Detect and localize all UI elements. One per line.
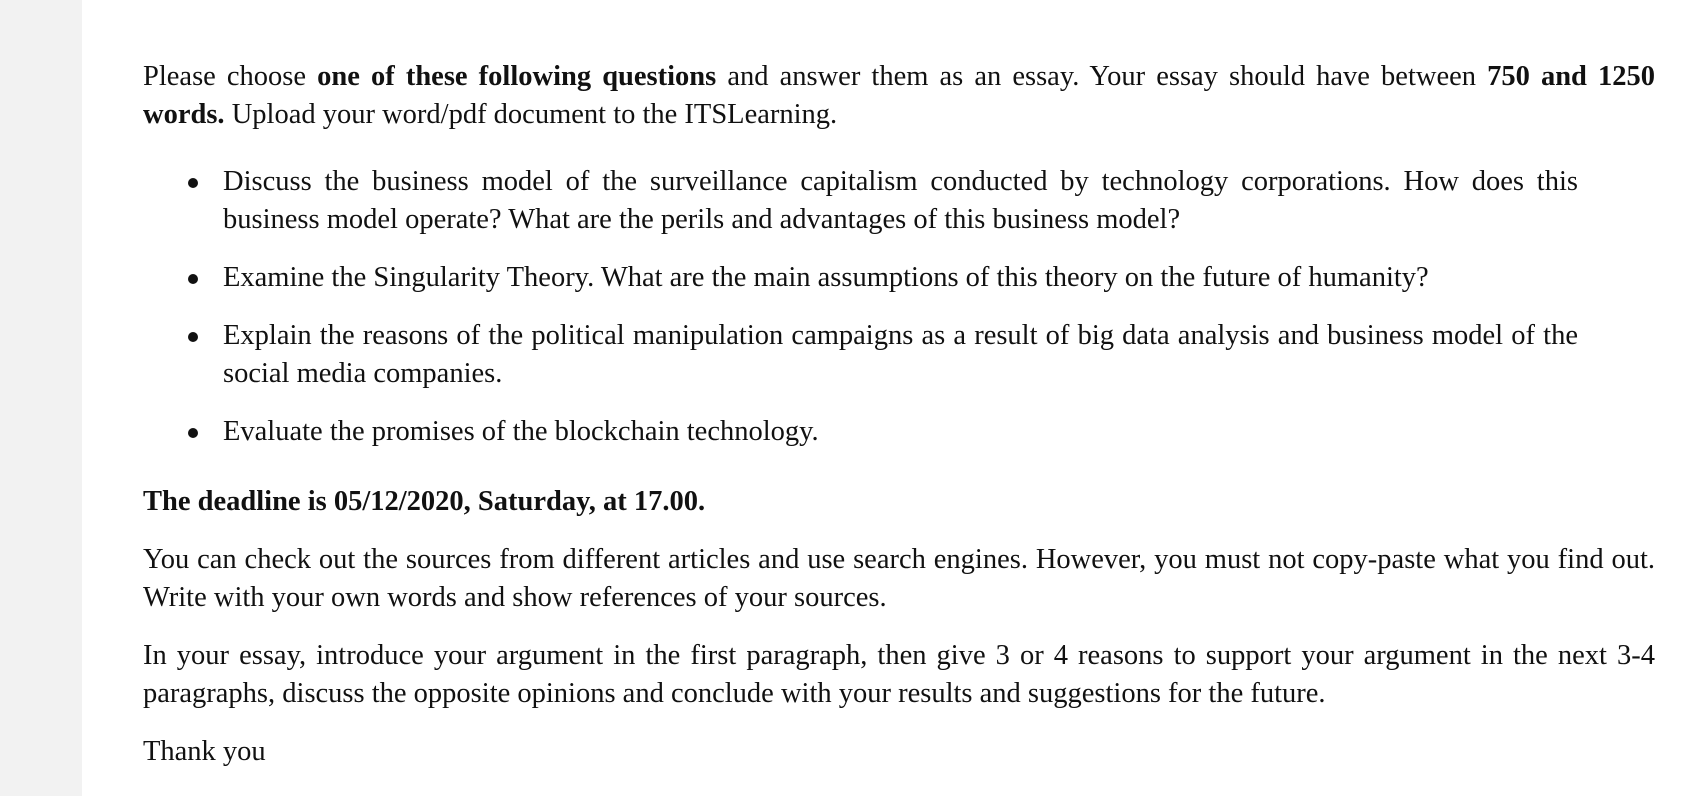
intro-text-3: Upload your word/pdf document to the ITSLearning. bbox=[224, 99, 838, 130]
structure-note: In your essay, introduce your argument in the first paragraph, then give 3 or 4 reasons to support your argument in the next 3-4 paragraphs, discuss the opposite opinions and conclude with your results and suggestions for the future. bbox=[143, 640, 1655, 709]
intro-bold-questions: one of these following questions bbox=[317, 61, 717, 92]
bullet-icon bbox=[188, 332, 198, 342]
bullet-icon bbox=[188, 274, 198, 284]
closing-text: Thank you bbox=[143, 736, 266, 767]
page-left-margin bbox=[0, 0, 82, 796]
question-item bbox=[143, 317, 1578, 393]
question-text: Explain the reasons of the political manipulation campaigns as a result of big data analysis and business model of the social media companies. bbox=[223, 320, 1578, 389]
sources-note: You can check out the sources from different articles and use search engines. However, you must not copy-paste what you find out. Write with your own words and show references of your sources. bbox=[143, 544, 1655, 613]
question-list bbox=[143, 163, 1578, 451]
bullet-icon bbox=[188, 178, 198, 188]
question-text: Discuss the business model of the surveillance capitalism conducted by technology corporations. How does this business model operate? What are the perils and advantages of this business model? bbox=[223, 166, 1578, 235]
question-item bbox=[143, 259, 1578, 297]
bullet-icon bbox=[188, 428, 198, 438]
document-body bbox=[143, 58, 1655, 771]
question-text: Evaluate the promises of the blockchain technology. bbox=[223, 416, 819, 447]
intro-bold-word-count: 750 and 1250 words. bbox=[143, 61, 1655, 130]
question-item bbox=[143, 413, 1578, 451]
question-item bbox=[143, 163, 1578, 239]
question-text: Examine the Singularity Theory. What are the main assumptions of this theory on the future of humanity? bbox=[223, 262, 1429, 293]
intro-paragraph bbox=[143, 58, 1655, 134]
deadline-text: The deadline is 05/12/2020, Saturday, at 17.00. bbox=[143, 486, 706, 517]
intro-text-1: Please choose bbox=[143, 61, 318, 92]
intro-text-2: and answer them as an essay. Your essay should have between bbox=[716, 61, 1488, 92]
